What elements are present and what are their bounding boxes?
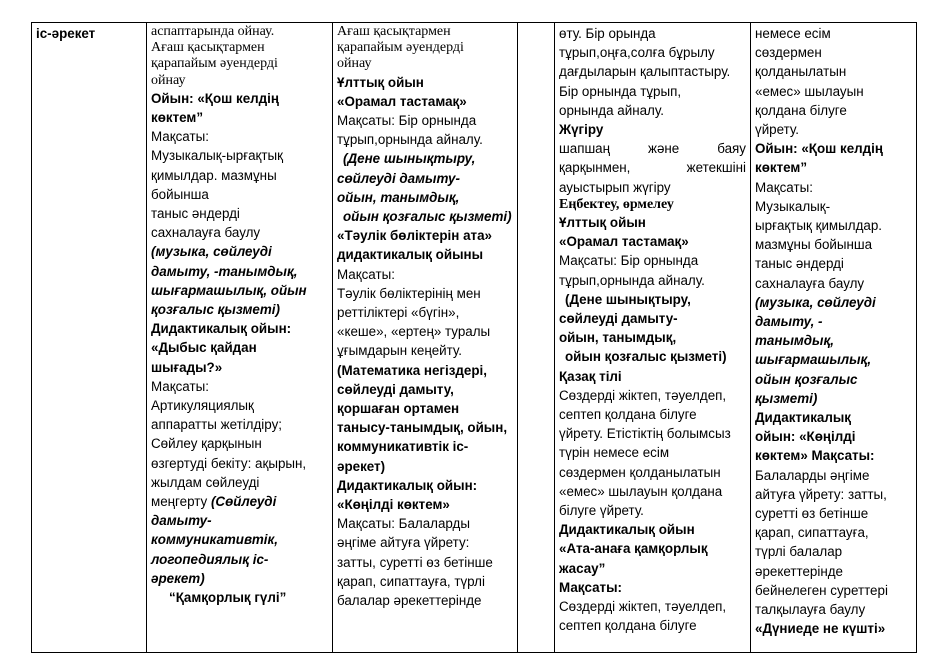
text-run: ойнау <box>151 72 186 88</box>
text-run: Мақсаты: <box>755 179 813 195</box>
text-line <box>559 559 746 578</box>
text-run: Бір орнында тұрып, <box>559 83 682 99</box>
text-run: көктем” <box>755 160 808 176</box>
text-run: ойын қозғалыс қызметі) <box>343 209 512 225</box>
text-run: Сөздерді жіктеп, тәуелдеп, <box>559 599 727 615</box>
text-run: Музыкалық- <box>755 198 831 214</box>
text-line <box>337 457 513 476</box>
text-run: аппаратты жетілдіру; <box>151 417 282 433</box>
text-run: тұрып,орнында айналу. <box>559 272 705 288</box>
text-line <box>755 216 912 235</box>
text-line <box>755 350 912 369</box>
text-line <box>755 254 912 273</box>
text-run: «Дыбыс қайдан <box>151 340 257 356</box>
text-line <box>559 482 746 501</box>
text-line <box>755 389 912 408</box>
text-line <box>755 62 912 81</box>
text-run: түрін немесе есім <box>559 445 670 461</box>
text-run: Мақсаты: <box>807 448 875 464</box>
text-run: меңгерту <box>151 494 208 510</box>
text-run: Ағаш қасықтармен <box>151 40 265 56</box>
text-run: танысу-танымдық, ойын, <box>337 420 508 436</box>
text-run: қолдана білуге <box>755 102 847 118</box>
text-run: өзгертуді бекіту: ақырын, <box>151 455 307 471</box>
text-line <box>151 415 328 434</box>
text-run: Артикуляциялық <box>151 398 254 414</box>
text-run: ойын қозғалыс қызметі) <box>565 349 727 365</box>
text-line <box>559 197 746 213</box>
text-line <box>151 358 328 377</box>
text-line <box>755 523 912 542</box>
text-run: «емес» шылауын қолдана <box>559 483 723 499</box>
text-run: “Қамқорлық гүлі” <box>169 590 287 606</box>
text-line <box>755 197 912 216</box>
text-run: дидактикалық ойыны <box>337 247 484 263</box>
text-run: «кеше», «ертең» туралы <box>337 324 491 340</box>
text-line <box>151 204 328 223</box>
text-line <box>337 341 513 360</box>
text-line <box>755 466 912 485</box>
text-run: орнында айналу. <box>559 102 664 118</box>
text-run: қарапайым әуендерді <box>337 40 464 56</box>
text-run: (музыка, сөйлеуді <box>151 244 272 260</box>
text-line <box>337 265 513 284</box>
row-label: іс-әрекет <box>36 26 96 41</box>
text-run: Дидактикалық ойын: <box>337 477 478 493</box>
text-line <box>755 43 912 62</box>
text-line <box>337 322 513 341</box>
text-line <box>559 178 746 197</box>
text-line <box>337 399 513 418</box>
text-run: дамыту- <box>151 513 212 529</box>
text-line <box>151 569 328 588</box>
text-word: қарқынмен, <box>559 160 631 176</box>
text-run: сөздермен қолданылатын <box>559 464 721 480</box>
text-line <box>337 111 513 130</box>
text-line <box>151 56 328 72</box>
text-line <box>337 437 513 456</box>
text-line <box>151 127 328 146</box>
text-run: білуге үйрету. <box>559 503 644 519</box>
text-run: (Дене шынықтыру, <box>565 291 691 307</box>
text-line <box>151 492 328 511</box>
text-line <box>559 367 746 386</box>
text-run: сөйлеуді дамыту, <box>337 381 454 397</box>
text-line <box>755 139 912 158</box>
text-run: айтуға үйрету: затты, <box>755 486 887 502</box>
text-run: Мақсаты: <box>337 266 395 282</box>
text-run: қызметі) <box>755 390 818 406</box>
text-run: Музыкалық-ырғақтық <box>151 148 283 164</box>
text-run: ойын, танымдық, <box>337 189 460 205</box>
text-line <box>337 149 513 168</box>
text-line <box>559 232 746 251</box>
text-line <box>755 178 912 197</box>
text-line <box>151 300 328 319</box>
text-line <box>151 530 328 549</box>
text-line <box>337 188 513 207</box>
text-run: шығармашылық, ойын <box>151 282 307 298</box>
text-line <box>559 120 746 139</box>
text-run: немесе есім <box>755 26 831 41</box>
text-line <box>151 24 328 40</box>
text-line <box>559 386 746 405</box>
text-line <box>559 347 746 366</box>
text-line <box>559 424 746 443</box>
text-line <box>337 24 513 40</box>
text-run: қарап, сипаттауға, <box>755 525 869 541</box>
text-run: көктем» <box>755 448 808 464</box>
text-line <box>337 533 513 552</box>
text-run: Ұлттық ойын <box>559 215 646 231</box>
text-run: қарапайым әуендерді <box>151 56 278 72</box>
text-line <box>755 82 912 101</box>
text-line <box>559 82 746 101</box>
text-run: Ойын: «Қош келдің <box>755 141 883 157</box>
text-run: логопедиялық іс- <box>151 551 269 567</box>
text-run: Сөйлеу қарқынын <box>151 436 262 452</box>
table-row <box>32 23 917 653</box>
text-run: (Дене шынықтыру, <box>343 151 476 167</box>
text-line <box>151 454 328 473</box>
text-line <box>337 572 513 591</box>
text-run: әрекеттерінде <box>755 563 843 579</box>
text-line <box>337 169 513 188</box>
text-line <box>337 591 513 610</box>
text-line <box>755 158 912 177</box>
text-line <box>755 370 912 389</box>
text-line <box>151 223 328 242</box>
text-line <box>559 213 746 232</box>
text-run: Ағаш қасықтармен <box>337 24 451 39</box>
text-run: қимылдар. мазмұны <box>151 167 277 183</box>
text-run: «Тәулік бөліктерін ата» <box>337 228 492 244</box>
text-run: Дидактикалық <box>755 410 852 426</box>
text-line <box>151 588 328 607</box>
text-run: тұрып,оңға,солға бұрылу <box>559 45 715 61</box>
text-run: талқылауға баулу <box>755 602 866 618</box>
text-run: Мақсаты: Бір орнында <box>337 113 477 129</box>
text-line <box>151 262 328 281</box>
text-run: жылдам сөйлеуді <box>151 474 260 490</box>
lesson-plan-table <box>31 22 917 653</box>
text-run: (Математика негіздері, <box>337 362 487 378</box>
text-line <box>151 89 328 108</box>
text-line <box>337 226 513 245</box>
text-run: Мақсаты: <box>151 129 209 145</box>
text-line <box>337 245 513 264</box>
text-line <box>559 443 746 462</box>
text-run: шығады?» <box>151 359 223 375</box>
text-run: септеп қолдана білуге <box>559 618 697 634</box>
column-5-cell <box>751 23 917 653</box>
text-run: Мақсаты: Балаларды <box>337 516 470 532</box>
text-run: «Дүниеде не күшті» <box>755 621 886 637</box>
text-line <box>337 284 513 303</box>
text-line <box>151 338 328 357</box>
text-line <box>559 520 746 539</box>
text-line <box>337 476 513 495</box>
text-run: қарап, сипаттауға, түрлі <box>337 573 485 589</box>
text-run: Жүгіру <box>559 122 604 138</box>
text-run: бейнелеген суреттері <box>755 582 888 598</box>
text-run: Дидактикалық ойын: <box>151 321 292 337</box>
text-run: ырғақтық қимылдар. <box>755 218 883 234</box>
text-line <box>151 396 328 415</box>
text-line <box>337 361 513 380</box>
text-line <box>151 185 328 204</box>
text-line <box>337 73 513 92</box>
text-run: суретті өз бетінше <box>755 506 869 522</box>
text-run: Дидактикалық ойын <box>559 522 695 538</box>
text-line <box>755 120 912 139</box>
text-run: дамыту, -танымдық, <box>151 263 298 279</box>
text-line <box>337 92 513 111</box>
text-run: «Көңілді көктем» <box>337 497 450 513</box>
text-run: бойынша <box>151 186 209 202</box>
text-run: қозғалыс қызметі) <box>151 302 280 318</box>
text-line <box>337 514 513 533</box>
text-line <box>755 485 912 504</box>
text-line <box>151 377 328 396</box>
text-run: (музыка, сөйлеуді <box>755 294 876 310</box>
text-line <box>755 581 912 600</box>
text-line <box>755 504 912 523</box>
text-run: ойын, танымдық, <box>559 330 677 346</box>
text-run: ұғымдарын кеңейту. <box>337 343 462 359</box>
text-line <box>755 312 912 331</box>
text-line <box>559 309 746 328</box>
text-run: сөздермен <box>755 45 822 61</box>
text-run: Еңбектеу, өрмелеу <box>559 196 674 212</box>
text-run: әрекет) <box>337 458 386 474</box>
text-run: шығармашылық, <box>755 352 872 368</box>
text-run: әрекет) <box>151 570 205 586</box>
column-1-cell <box>147 23 333 653</box>
text-run: сахналауға баулу <box>151 225 261 241</box>
text-line <box>755 600 912 619</box>
text-line <box>337 380 513 399</box>
text-line <box>337 553 513 572</box>
text-line <box>559 158 746 177</box>
text-line <box>337 207 513 226</box>
text-run: ауыстырып жүгіру <box>559 179 671 195</box>
text-line <box>151 281 328 300</box>
text-run: сөйлеуді дамыту- <box>337 170 460 186</box>
text-line <box>151 511 328 530</box>
text-run: сахналауға баулу <box>755 275 865 291</box>
text-run: коммуникативтік, <box>151 532 279 548</box>
text-run: ойнау <box>337 56 372 72</box>
text-run: Мақсаты: Бір орнында <box>559 253 699 269</box>
text-run: Қазақ тілі <box>559 368 622 384</box>
text-line <box>337 495 513 514</box>
row-label-cell <box>32 23 147 653</box>
text-line <box>337 418 513 437</box>
text-line <box>559 43 746 62</box>
text-line <box>755 619 912 638</box>
text-line <box>755 562 912 581</box>
text-line <box>755 101 912 120</box>
text-run: таныс әндерді <box>755 256 844 272</box>
text-run: сөйлеуді дамыту- <box>559 311 678 327</box>
text-run: үйрету. Етістіктің болымсыз <box>559 426 731 442</box>
text-line <box>151 550 328 569</box>
text-line <box>151 40 328 56</box>
text-line <box>755 542 912 561</box>
text-line <box>337 303 513 322</box>
text-run: реттіліктері «бүгін», <box>337 305 460 321</box>
text-word: баяу <box>717 141 746 157</box>
text-run: Ойын: «Қош келдің <box>151 90 279 106</box>
text-line <box>755 408 912 427</box>
text-run: балалар әрекеттерінде <box>337 593 482 609</box>
text-run: жасау” <box>559 560 606 576</box>
text-run: ойын: «Көңілді <box>755 429 856 445</box>
text-line <box>151 73 328 89</box>
column-2-cell <box>333 23 518 653</box>
text-line <box>755 235 912 254</box>
text-run: «Орамал тастамақ» <box>337 93 467 109</box>
text-run: аспаптарында ойнау. <box>151 24 275 39</box>
text-run: Ұлттық ойын <box>337 74 424 90</box>
text-line <box>755 24 912 43</box>
text-line <box>559 501 746 520</box>
text-word: шапшаң <box>559 141 611 157</box>
text-line <box>151 434 328 453</box>
text-line <box>151 108 328 127</box>
text-line <box>337 130 513 149</box>
text-line <box>559 101 746 120</box>
text-run: Сөздерді жіктеп, тәуелдеп, <box>559 387 727 403</box>
text-line <box>559 251 746 270</box>
text-line <box>755 427 912 446</box>
text-line <box>151 146 328 165</box>
text-run: қоршаған ортамен <box>337 401 460 417</box>
text-line <box>559 597 746 616</box>
text-line <box>559 24 746 43</box>
text-run: Мақсаты: <box>151 378 209 394</box>
text-run: Тәулік бөліктерінің мен <box>337 285 481 301</box>
text-line <box>559 271 746 290</box>
text-run: түрлі балалар <box>755 544 843 560</box>
text-line <box>559 290 746 309</box>
text-line <box>559 328 746 347</box>
text-line <box>151 242 328 261</box>
column-4-cell <box>555 23 751 653</box>
text-run: мазмұны бойынша <box>755 237 873 253</box>
text-run: Мақсаты: <box>559 579 622 595</box>
text-run: затты, суретті өз бетінше <box>337 554 493 570</box>
text-run: «Орамал тастамақ» <box>559 234 689 250</box>
text-run: таныс әндерді <box>151 206 240 222</box>
text-line <box>755 274 912 293</box>
text-run: «емес» шылауын <box>755 83 864 99</box>
text-run: әңгіме айтуға үйрету: <box>337 535 470 551</box>
text-line <box>151 166 328 185</box>
text-run: дамыту, - <box>755 314 823 330</box>
text-line <box>755 293 912 312</box>
text-line <box>151 319 328 338</box>
text-run: коммуникативтік іс- <box>337 439 469 455</box>
column-3-cell <box>518 23 555 653</box>
text-line <box>755 446 912 465</box>
text-run: (Сөйлеуді <box>207 494 277 510</box>
text-run: тұрып,орнында айналу. <box>337 132 483 148</box>
text-run: қолданылатын <box>755 64 847 80</box>
text-line <box>559 463 746 482</box>
text-run: «Ата-анаға қамқорлық <box>559 541 708 557</box>
text-line <box>337 56 513 72</box>
text-run: көктем” <box>151 110 204 126</box>
text-run: септеп қолдана білуге <box>559 407 697 423</box>
text-line <box>559 539 746 558</box>
text-line <box>755 331 912 350</box>
text-run: ойын қозғалыс <box>755 371 858 387</box>
text-line <box>559 405 746 424</box>
text-run: үйрету. <box>755 122 799 138</box>
text-word: және <box>648 141 680 157</box>
text-line <box>559 616 746 635</box>
text-line <box>559 578 746 597</box>
text-run: дағдыларын қалыптастыру. <box>559 64 731 80</box>
text-line <box>151 473 328 492</box>
text-line <box>559 139 746 158</box>
text-word: жетекшіні <box>686 160 746 176</box>
text-run: өту. Бір орында <box>559 26 656 41</box>
text-run: танымдық, <box>755 333 835 349</box>
text-line <box>337 40 513 56</box>
text-run: Балаларды әңгіме <box>755 467 870 483</box>
text-line <box>559 62 746 81</box>
